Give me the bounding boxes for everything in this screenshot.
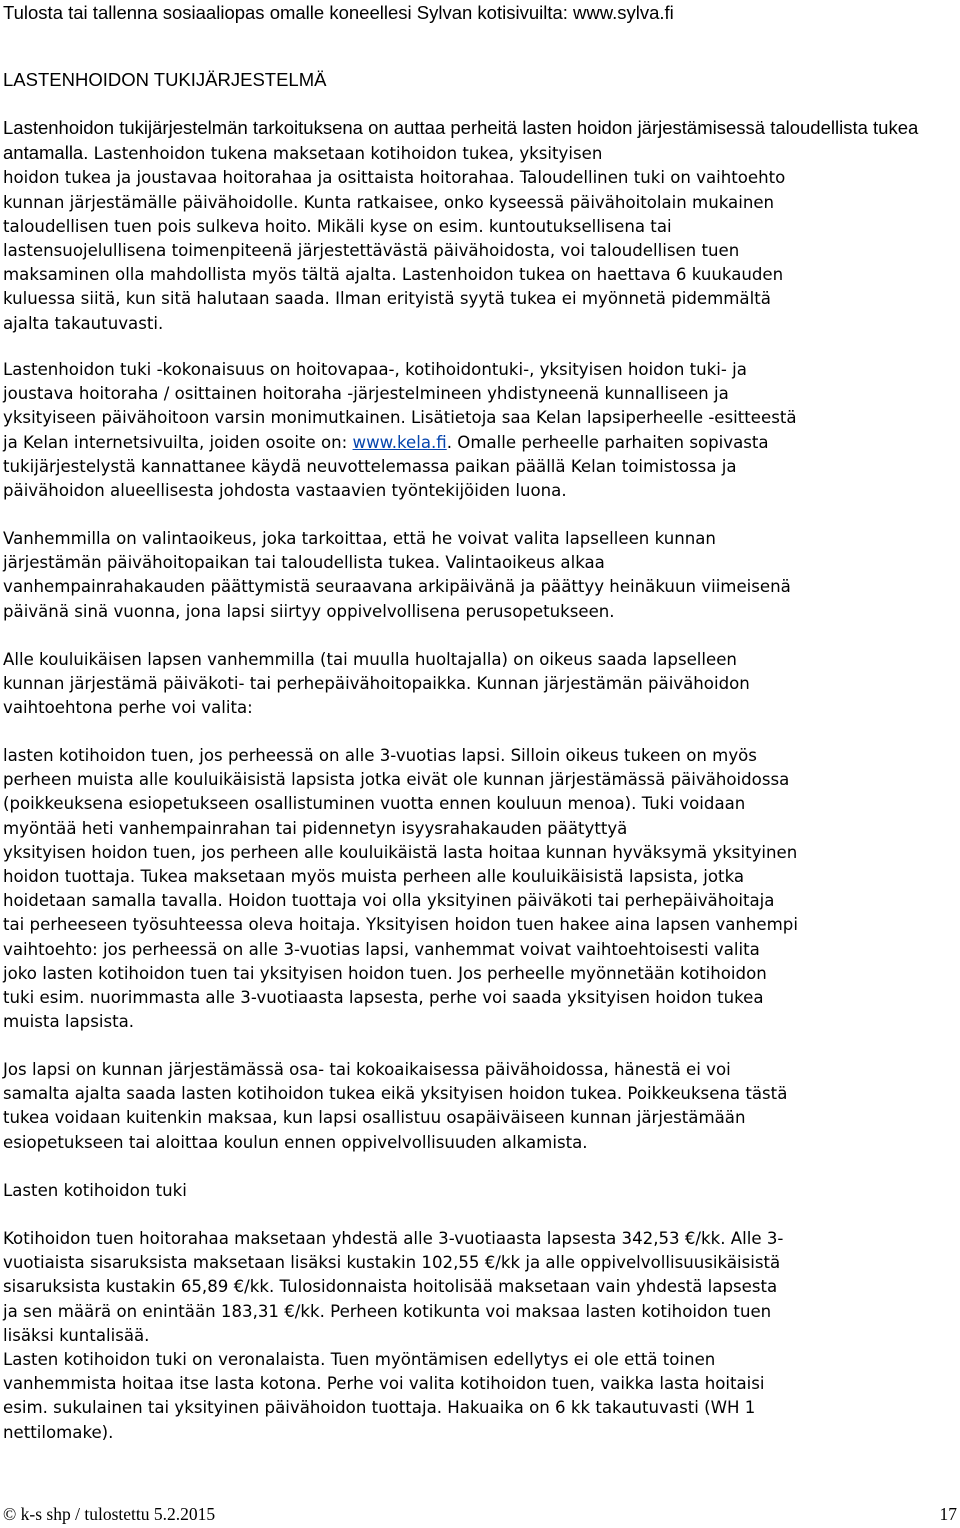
paragraph-overview-text-a: Lastenhoidon tuki -kokonaisuus on hoitovapaa-, kotihoidontuki-, yksityisen hoidon tuki- ja joustava hoitoraha / osittainen hoitoraha -järjestelmineen yhdistyneenä kunnalliseen ja yksityiseen päivähoitoon varsin monimutkainen. Lisätietoja saa Kelan lapsiperheelle -esitteestä ja Kelan internetsivuilta, joiden osoite on: [3, 360, 797, 452]
footer-print-info: © k-s shp / tulostettu 5.2.2015 [3, 1504, 216, 1524]
paragraph-home-care-allowance: Kotihoidon tuen hoitorahaa maksetaan yhdestä alle 3-vuotiaasta lapsesta 342,53 €/kk. Alle 3- vuotiaista sisaruksista maksetaan lisäksi kustakin 102,55 €/kk ja alle oppivelvollisuusikäisistä sisaruksista kustakin 65,89 €/kk. Tulosidonnaista hoitolisää maksetaan vain yhdestä lapsesta ja sen määrä on enintään 183,31 €/kk. Perheen kotikunta voi maksaa lasten kotihoidon tuen lisäksi kuntalisää. Lasten kotihoidon tuki on veronalaista. Tuen myöntämisen edellytys ei ole että toinen vanhemmista hoitaa itse lasta kotona. Perhe voi valita kotihoidon tuen, vaikka lasta hoitaisi esim. sukulainen tai yksityinen päivähoidon tuottaja. Hakuaika on 6 kk takautuvasti (WH 1 nettilomake). [3, 1229, 784, 1442]
paragraph-support-types: lasten kotihoidon tuen, jos perheessä on alle 3-vuotias lapsi. Silloin oikeus tukeen on myös perheen muista alle kouluikäisistä lapsista jotka eivät ole kunnan järjestämässä päivähoidossa (poikkeuksena esiopetukseen osallistuminen vuotta ennen kouluun menoa). Tuki voidaan myöntää heti vanhempainrahan tai pidennetyn isyysrahakauden päätyttyä yksityisen hoidon tuen, jos perheen alle kouluikäistä lasta hoitaa kunnan hyväksymä yksityinen hoidon tuottaja. Tukea maksetaan myös muista perheen alle kouluikäisistä lapsista, jotka hoidetaan samalla tavalla. Hoidon tuottaja voi olla yksityinen päiväkoti tai perhepäivähoitaja tai perheeseen työsuhteessa oleva hoitaja. Yksityisen hoidon tuen hakee aina lapsen vanhempi vaihtoehto: jos perheessä on alle 3-vuotias lapsi, vanhemmat voivat vaihtoehtoisesti valita joko lasten kotihoidon tuen tai yksityisen hoidon tuen. Jos perheelle myönnetään kotihoidon tuki esim. nuorimmasta alle 3-vuotiaasta lapsesta, perhe voi saada yksityisen hoidon tukea muista lapsista. [3, 746, 798, 1032]
paragraph-overview-text-b: . Omalle perheelle parhaiten sopivasta tukijärjestelystä kannattanee käydä neuvottelemassa paikan päällä Kelan toimistossa ja päivähoidon alueellisesta johdosta vastaavien työntekijöiden luona. [3, 432, 769, 501]
paragraph-options: Alle kouluikäisen lapsen vanhemmilla (tai muulla huoltajalla) on oikeus saada lapselleen kunnan järjestämä päiväkoti- tai perhepäivähoitopaikka. Kunnan järjestämän päivähoidon vaihtoehtona perhe voi valita: [3, 650, 750, 718]
section-subheading: Lasten kotihoidon tuki [3, 1181, 187, 1200]
kela-link[interactable]: www.kela.fi [352, 432, 447, 452]
paragraph-intro [3, 116, 955, 336]
paragraph-overview [3, 358, 955, 503]
paragraph-municipal-care: Jos lapsi on kunnan järjestämässä osa- tai kokoaikaisessa päivähoidossa, hänestä ei voi samalta ajalta saada lasten kotihoidon tukea eikä yksityisen hoidon tukea. Poikkeuksena tästä tukea voidaan kuitenkin maksaa, kun lapsi osallistuu osapäiväiseen kunnan järjestämään esiopetukseen tai aloittaa koulun ennen oppivelvollisuuden alkamista. [3, 1060, 788, 1152]
paragraph-choice-right: Vanhemmilla on valintaoikeus, joka tarkoittaa, että he voivat valita lapselleen kunnan järjestämän päivähoitopaikan tai taloudellista tukea. Valintaoikeus alkaa vanhempainrahakauden päättymistä seuraavana arkipäivänä ja päättyy heinäkuun viimeisenä päivänä sinä vuonna, jona lapsi siirtyy oppivelvollisena perusopetukseen. [3, 529, 791, 621]
page-title: LASTENHOIDON TUKIJÄRJESTELMÄ [3, 69, 327, 90]
paragraph-intro-lead: Lastenhoidon tukijärjestelmän tarkoituksena on auttaa perheitä lasten hoidon järjestämisessä taloudellista tukea antamalla. [3, 117, 919, 164]
paragraph-intro-body: Lastenhoidon tukena maksetaan kotihoidon tukea, yksityisen hoidon tukea ja joustavaa hoitorahaa ja osittaista hoitorahaa. Taloudellinen tuki on vaihtoehto kunnan järjestämälle päivähoidolle. Kunta ratkaisee, onko kyseessä päivähoitolain mukainen taloudellisen tuen pois sulkeva hoito. Mikäli kyse on esim. kuntoutuksellisena tai lastensuojelullisena toimenpiteenä järjestettävästä päivähoidosta, voi taloudellisen tuen maksaminen olla mahdollista myös tältä ajalta. Lastenhoidon tukea on haettava 6 kuukauden kuluessa siitä, kun sitä halutaan saada. Ilman erityistä syytä tukea ei myönnetä pidemmältä ajalta takautuvasti. [3, 144, 786, 333]
footer-page-number: 17 [939, 1504, 957, 1524]
source-header: Tulosta tai tallenna sosiaaliopas omalle koneellesi Sylvan kotisivuilta: www.sylva.fi [3, 2, 674, 23]
